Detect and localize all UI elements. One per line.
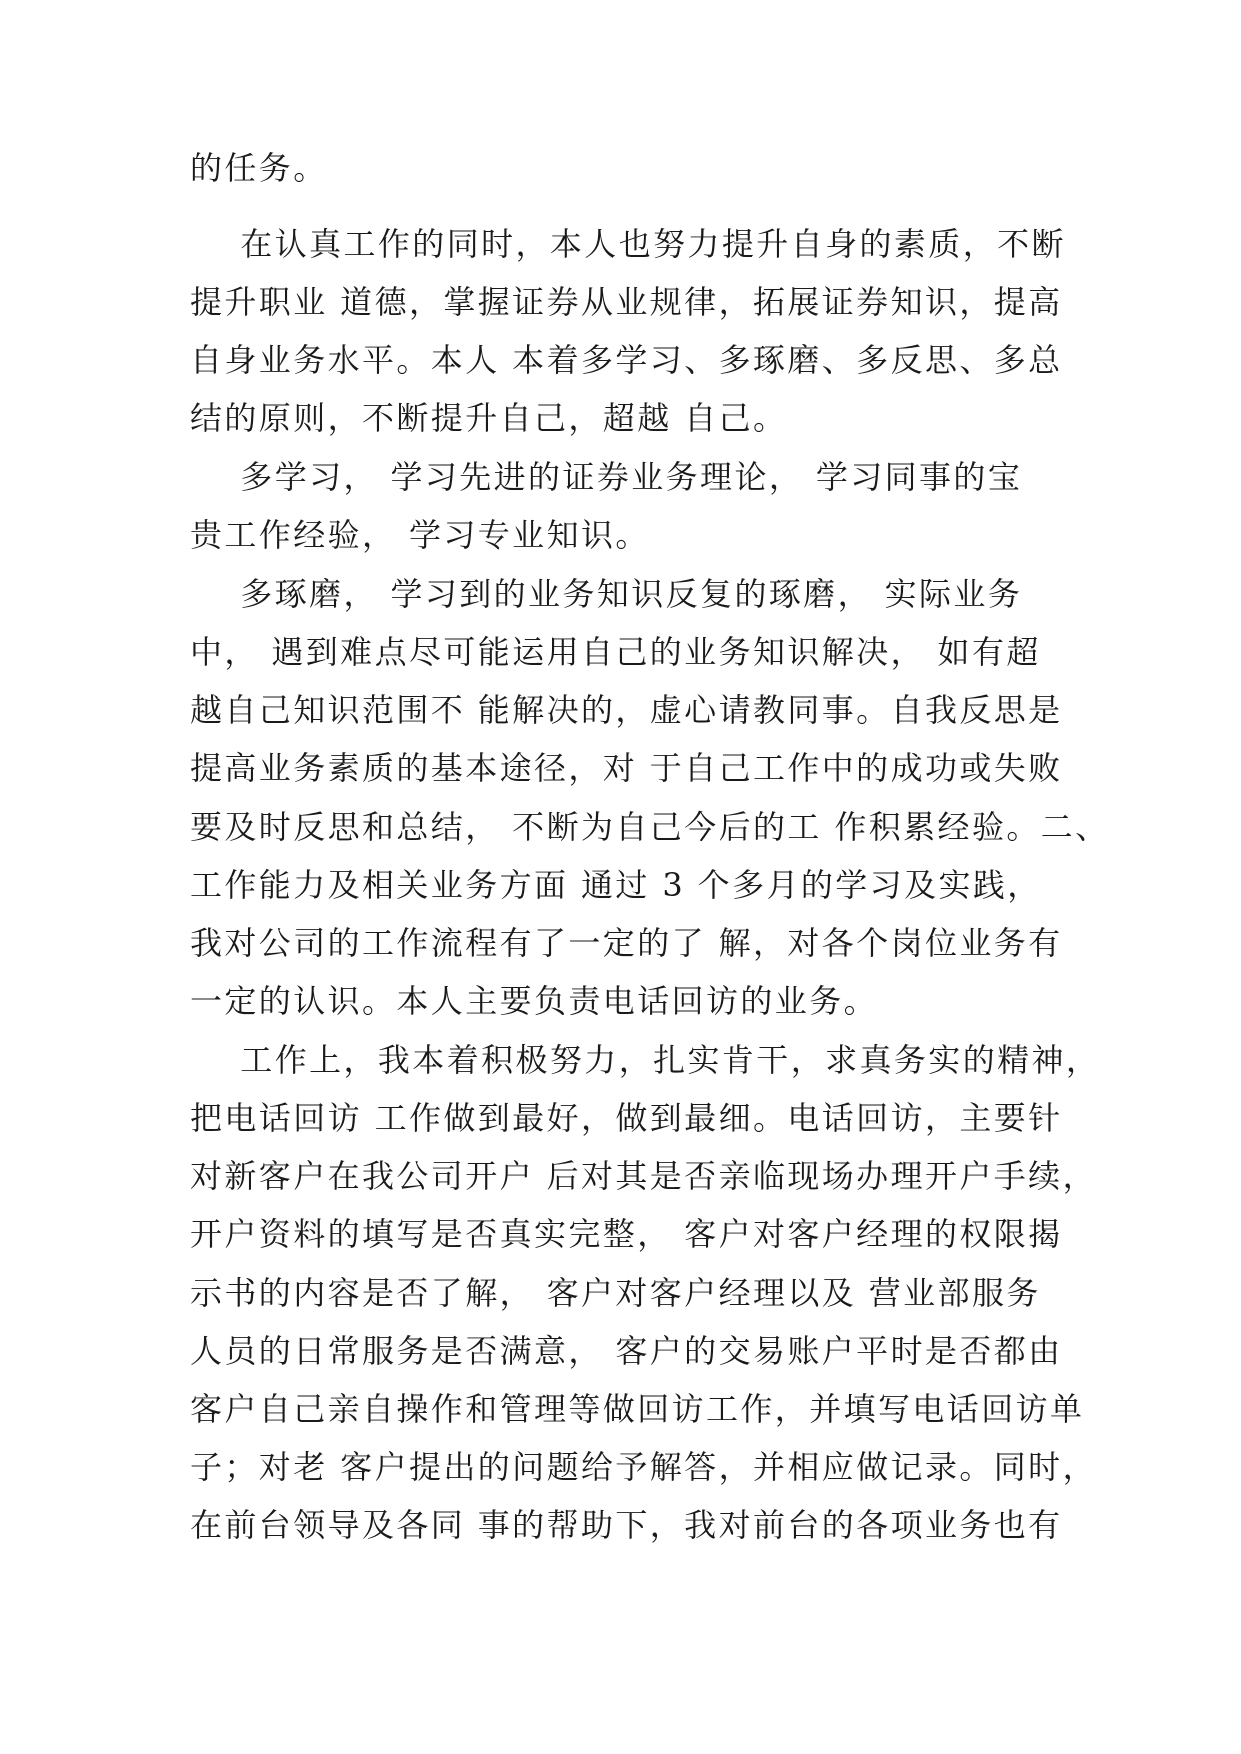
text-line: 子；对老 客户提出的问题给予解答，并相应做记录。同时， — [190, 1448, 1097, 1486]
text-line: 中， 遇到难点尽可能运用自己的业务知识解决， 如有超 — [190, 633, 1041, 671]
text-line: 工作上，我本着积极努力，扎实肯干，求真务实的精神， — [190, 1041, 1101, 1079]
text-line: 对新客户在我公司开户 后对其是否亲临现场办理开户手续， — [190, 1157, 1097, 1195]
text-line: 提高业务素质的基本途径，对 于自己工作中的成功或失败 — [190, 749, 1063, 787]
text-line: 开户资料的填写是否真实完整， 客户对客户经理的权限揭 — [190, 1215, 1063, 1253]
text-line: 结的原则，不断提升自己，超越 自己。 — [190, 399, 788, 437]
text-line: 在认真工作的同时，本人也努力提升自身的素质，不断 — [190, 225, 1066, 263]
text-line: 一定的认识。本人主要负责电话回访的业务。 — [190, 982, 879, 1020]
text-line: 工作能力及相关业务方面 通过 3 个多月的学习及实践， — [190, 866, 1042, 904]
text-line: 自身业务水平。本人 本着多学习、多琢磨、多反思、多总 — [190, 341, 1063, 379]
text-line: 的任务。 — [190, 149, 328, 187]
text-line: 要及时反思和总结， 不断为自己今后的工 作积累经验。二、 — [190, 808, 1110, 846]
text-line: 越自己知识范围不 能解决的，虚心请教同事。自我反思是 — [190, 691, 1063, 729]
text-line: 多学习， 学习先进的证券业务理论， 学习同事的宝 — [190, 458, 1023, 496]
text-line: 客户自己亲自操作和管理等做回访工作，并填写电话回访单 — [190, 1390, 1085, 1428]
text-line: 提升职业 道德，掌握证券从业规律，拓展证券知识，提高 — [190, 283, 1063, 321]
text-line: 在前台领导及各同 事的帮助下，我对前台的各项业务也有 — [190, 1506, 1063, 1544]
text-line: 贵工作经验， 学习专业知识。 — [190, 516, 650, 554]
text-line: 我对公司的工作流程有了一定的了 解，对各个岗位业务有 — [190, 924, 1063, 962]
text-line: 示书的内容是否了解， 客户对客户经理以及 营业部服务 — [190, 1274, 1041, 1312]
text-line: 多琢磨， 学习到的业务知识反复的琢磨， 实际业务 — [190, 575, 1023, 613]
text-line: 人员的日常服务是否满意， 客户的交易账户平时是否都由 — [190, 1332, 1063, 1370]
text-line: 把电话回访 工作做到最好，做到最细。电话回访，主要针 — [190, 1099, 1063, 1137]
